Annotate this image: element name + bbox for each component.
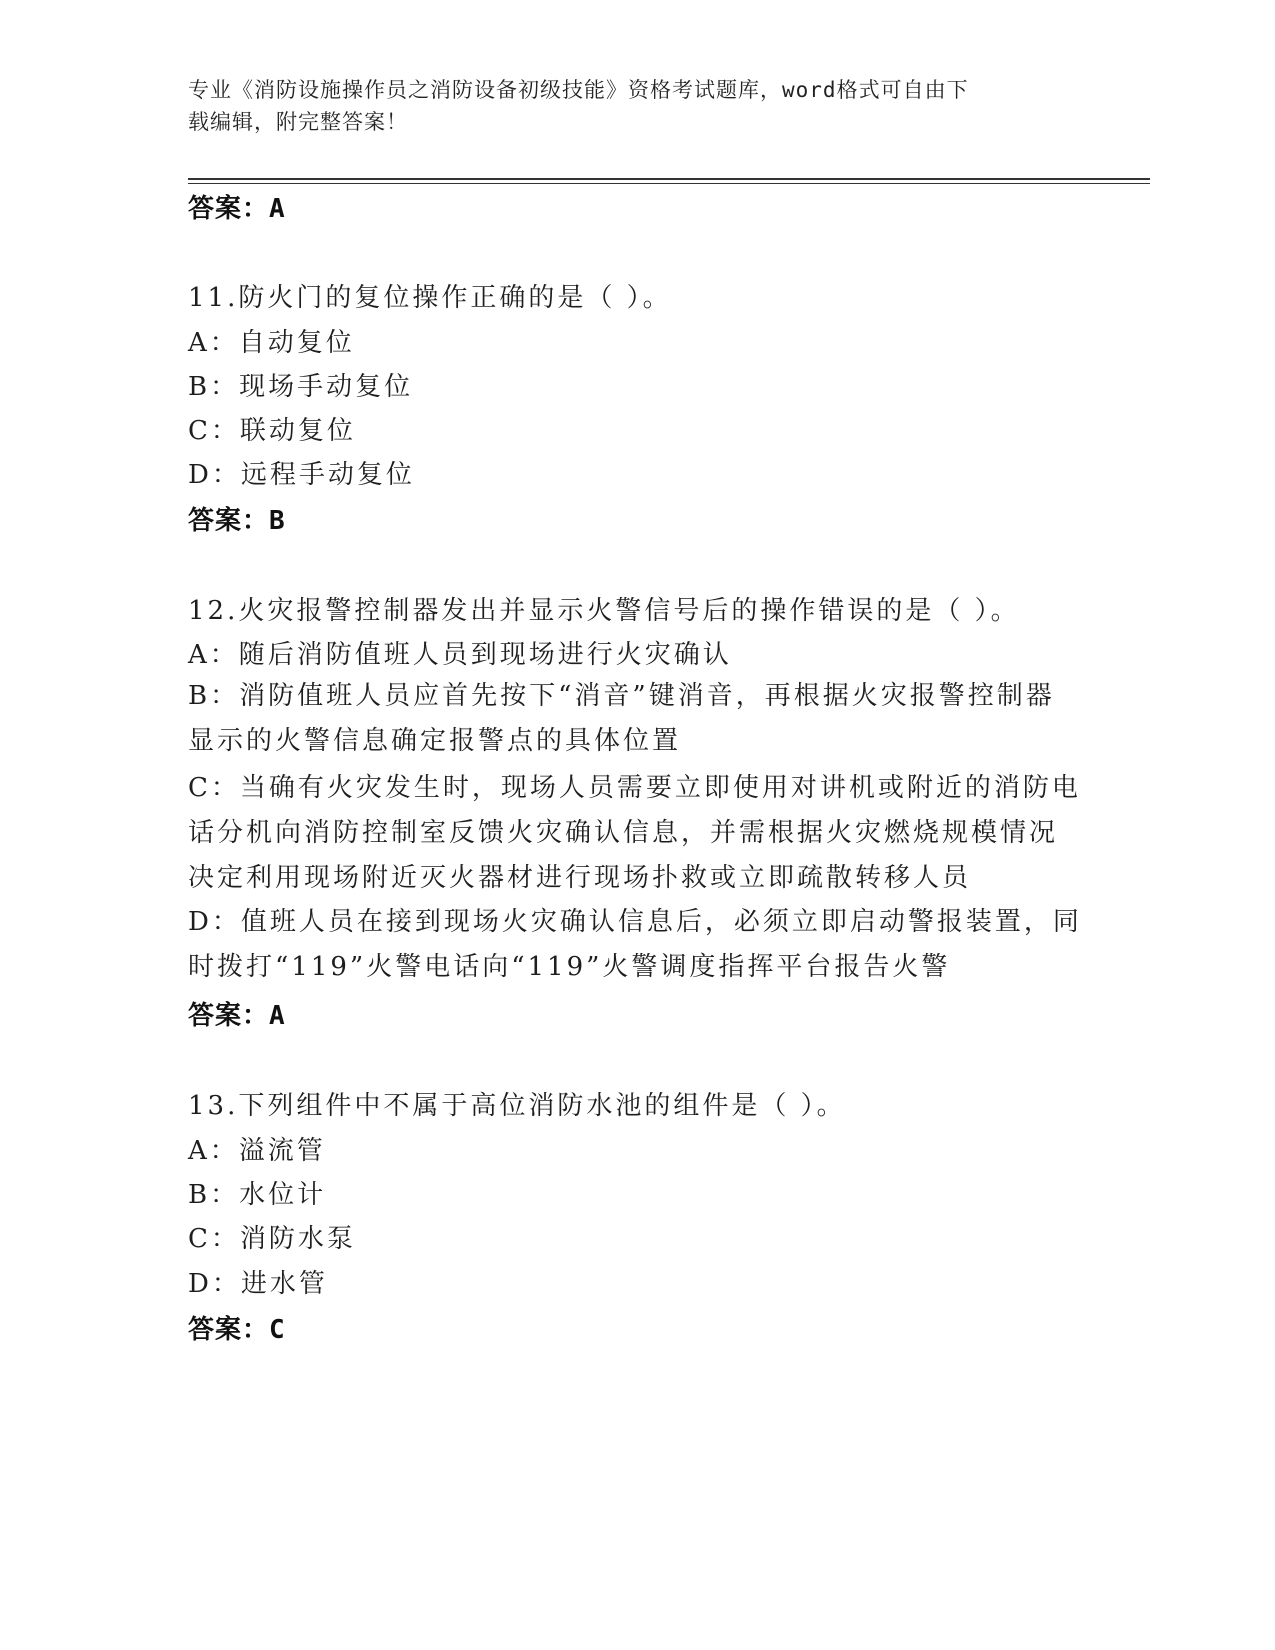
- question-12-option-c: [188, 766, 1088, 901]
- header-line-2: 载编辑，附完整答案！: [188, 110, 408, 134]
- question-12-option-b: [188, 674, 1088, 764]
- question-12-option-d-line-1: D：值班人员在接到现场火灾确认信息后，必须立即启动警报装置，同: [188, 907, 1082, 937]
- answer-q12: 答案：A: [188, 1001, 286, 1031]
- question-12-option-d-line-2: 时拨打“119”火警电话向“119”火警调度指挥平台报告火警: [188, 952, 951, 982]
- question-11-stem: 11.防火门的复位操作正确的是（ ）。: [188, 283, 672, 313]
- document-header: [188, 74, 1068, 138]
- answer-q11: 答案：B: [188, 506, 286, 536]
- question-12-option-c-line-1: C：当确有火灾发生时，现场人员需要立即使用对讲机或附近的消防电: [188, 773, 1081, 803]
- question-11-option-c: C：联动复位: [188, 416, 356, 446]
- question-12-option-d: [188, 900, 1088, 990]
- question-12-option-b-line-1: B：消防值班人员应首先按下“消音”键消音，再根据火灾报警控制器: [188, 681, 1055, 711]
- question-13-option-a: A：溢流管: [188, 1136, 326, 1166]
- header-line-1: 专业《消防设施操作员之消防设备初级技能》资格考试题库，word格式可自由下: [188, 78, 969, 102]
- answer-q10: 答案：A: [188, 194, 286, 224]
- question-12-option-c-line-3: 决定利用现场附近灭火器材进行现场扑救或立即疏散转移人员: [188, 863, 972, 893]
- question-11-option-d: D：远程手动复位: [188, 460, 415, 490]
- question-11-option-a: A：自动复位: [188, 328, 355, 358]
- question-12-option-c-line-2: 话分机向消防控制室反馈火灾确认信息，并需根据火灾燃烧规模情况: [188, 818, 1059, 848]
- question-13-option-b: B：水位计: [188, 1180, 327, 1210]
- question-13-option-c: C：消防水泵: [188, 1224, 356, 1254]
- answer-q13: 答案：C: [188, 1315, 286, 1345]
- header-divider-thick: [188, 178, 1150, 180]
- question-12-option-a: A：随后消防值班人员到现场进行火灾确认: [188, 640, 732, 670]
- question-13-stem: 13.下列组件中不属于高位消防水池的组件是（ ）。: [188, 1091, 846, 1121]
- question-12-stem: 12.火灾报警控制器发出并显示火警信号后的操作错误的是（ ）。: [188, 596, 1020, 626]
- question-13-option-d: D：进水管: [188, 1269, 328, 1299]
- question-11-option-b: B：现场手动复位: [188, 372, 414, 402]
- header-divider-thin: [188, 183, 1150, 184]
- question-12-option-b-line-2: 显示的火警信息确定报警点的具体位置: [188, 726, 682, 756]
